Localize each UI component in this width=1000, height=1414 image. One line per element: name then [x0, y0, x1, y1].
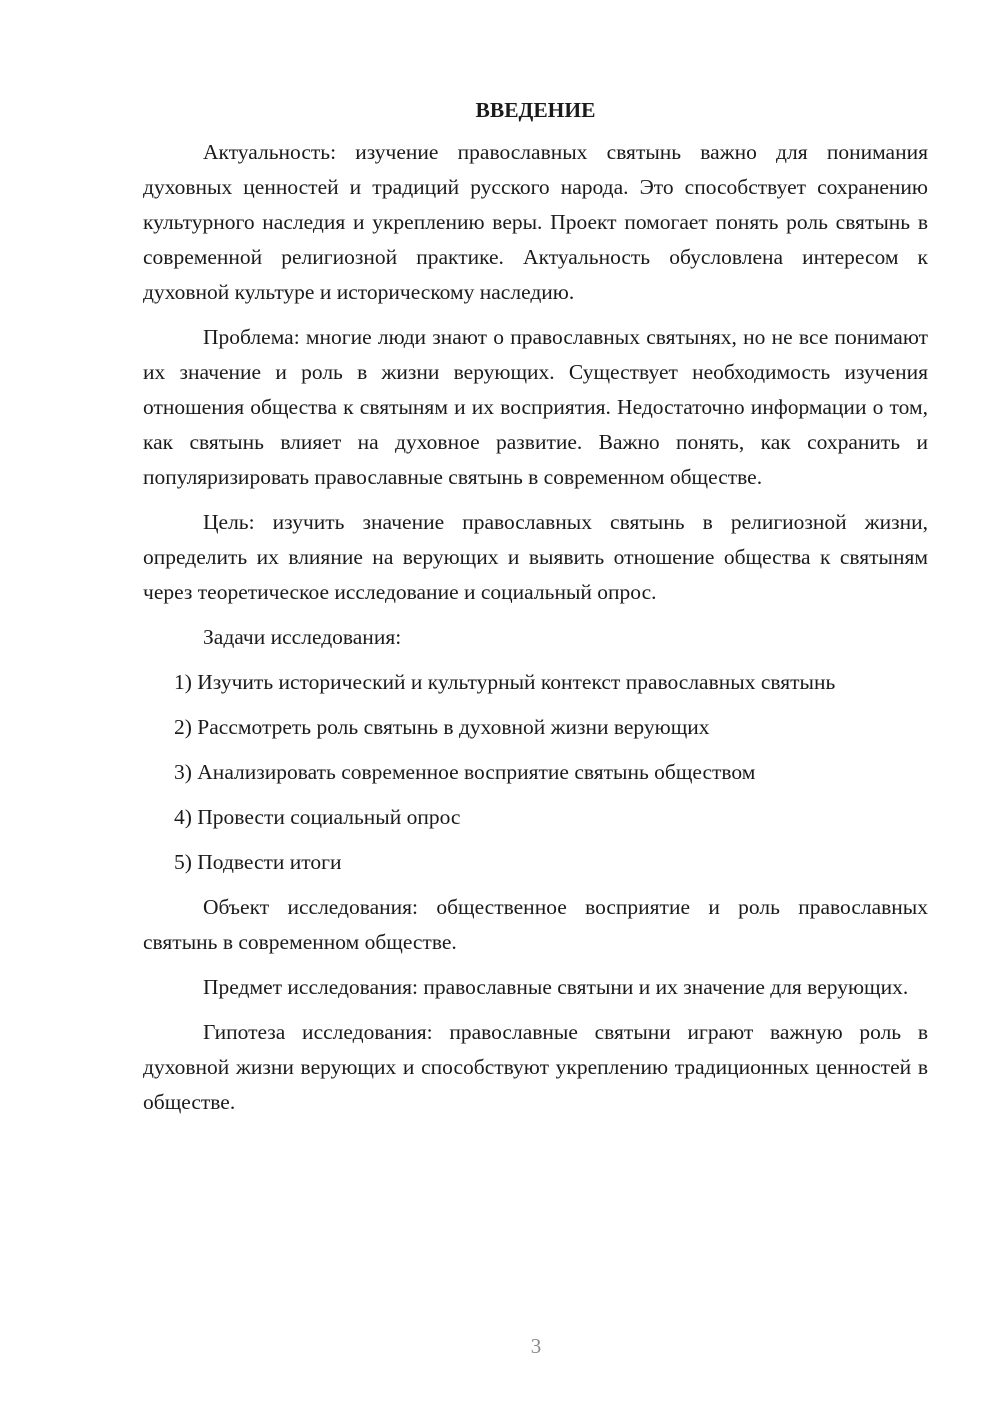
document-page — [143, 95, 928, 1130]
tasks-heading: Задачи исследования: — [203, 625, 402, 649]
object-paragraph: Объект исследования: общественное восприятие и роль православных святынь в современном обществе. — [143, 895, 928, 954]
tasks-list — [143, 665, 928, 880]
list-item: 5) Подвести итоги — [174, 850, 342, 874]
list-item: 4) Провести социальный опрос — [174, 805, 461, 829]
goal-paragraph: Цель: изучить значение православных святынь в религиозной жизни, определить их влияние на верующих и выявить отношение общества к святыням через теоретическое исследование и социальный опрос. — [143, 510, 928, 604]
problem-paragraph: Проблема: многие люди знают о православных святынях, но не все понимают их значение и роль в жизни верующих. Существует необходимость изучения отношения общества к святыням и их восприятия. Недостаточно информации о том, как святынь влияет на духовное развитие. Важно понять, как сохранить и популяризировать православные святынь в современном обществе. — [143, 325, 928, 489]
hypothesis-paragraph: Гипотеза исследования: православные святыни играют важную роль в духовной жизни верующих и способствуют укреплению традиционных ценностей в обществе. — [143, 1020, 928, 1114]
subject-paragraph: Предмет исследования: православные святыни и их значение для верующих. — [203, 975, 909, 999]
list-item: 2) Рассмотреть роль святынь в духовной жизни верующих — [174, 715, 710, 739]
relevance-paragraph: Актуальность: изучение православных святынь важно для понимания духовных ценностей и традиций русского народа. Это способствует сохранению культурного наследия и укреплению веры. Проект помогает понять роль святынь в современной религиозной практике. Актуальность обусловлена интересом к духовной культуре и историческому наследию. — [143, 140, 928, 304]
page-number: 3 — [530, 1334, 542, 1358]
page-title: ВВЕДЕНИЕ — [475, 98, 596, 122]
list-item: 1) Изучить исторический и культурный контекст православных святынь — [174, 670, 836, 694]
list-item: 3) Анализировать современное восприятие святынь обществом — [174, 760, 756, 784]
